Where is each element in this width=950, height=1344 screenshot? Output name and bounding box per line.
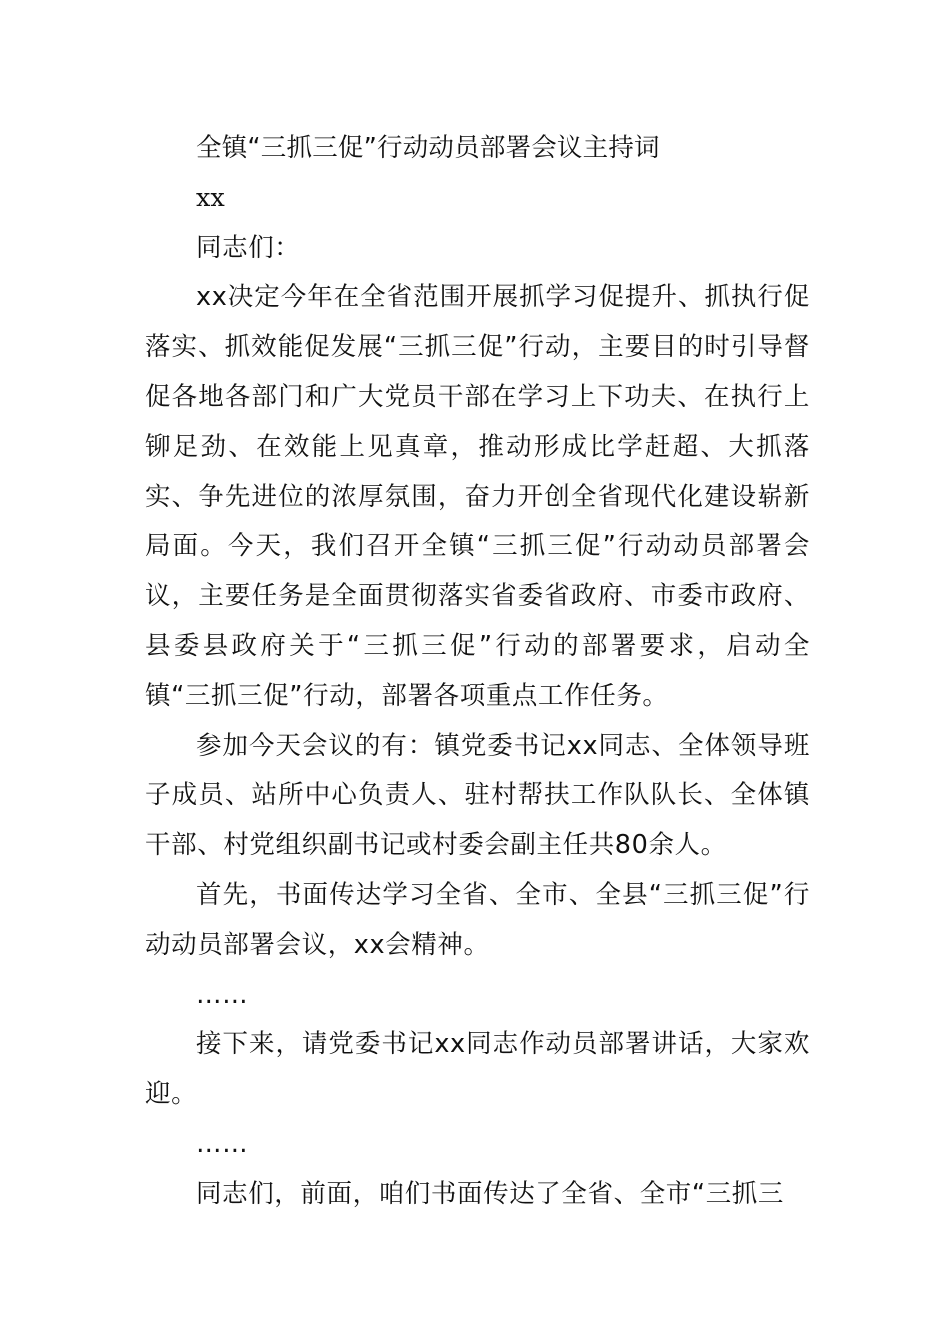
next-item-paragraph: 接下来，请党委书记xx同志作动员部署讲话，大家欢迎。: [145, 1029, 810, 1110]
first-item-paragraph: 首先，书面传达学习全省、全市、全县“三抓三促”行动动员部署会议，xx会精神。: [145, 879, 810, 960]
intro-paragraph: xx决定今年在全省范围开展抓学习促提升、抓执行促落实、抓效能促发展“三抓三促”行动，主要目的时引导督促各地各部门和广大党员干部在学习上下功夫、在执行上铆足劲、在效能上见真章，推动形成比学赶超、大抓落实、争先进位的浓厚氛围，奋力开创全省现代化建设崭新局面。今天，我们召开全镇“三抓三促”行动动员部署会议，主要任务是全面贯彻落实省委省政府、市委市政府、县委县政府关于“三抓三促”行动的部署要求，启动全镇“三抓三促”行动，部署各项重点工作任务。: [145, 282, 810, 711]
document-author: xx: [196, 182, 225, 213]
document-title: 全镇“三抓三促”行动动员部署会议主持词: [196, 133, 660, 163]
closing-paragraph: 同志们，前面，咱们书面传达了全省、全市“三抓三: [196, 1178, 785, 1209]
ellipsis-paragraph: ……: [196, 1128, 249, 1159]
document-body: [145, 124, 810, 1220]
ellipsis-paragraph: ……: [196, 979, 249, 1010]
attendees-paragraph: 参加今天会议的有：镇党委书记xx同志、全体领导班子成员、站所中心负责人、驻村帮扶工作队队长、全体镇干部、村党组织副书记或村委会副主任共80余人。: [145, 730, 810, 861]
salutation-paragraph: 同志们：: [196, 232, 301, 263]
